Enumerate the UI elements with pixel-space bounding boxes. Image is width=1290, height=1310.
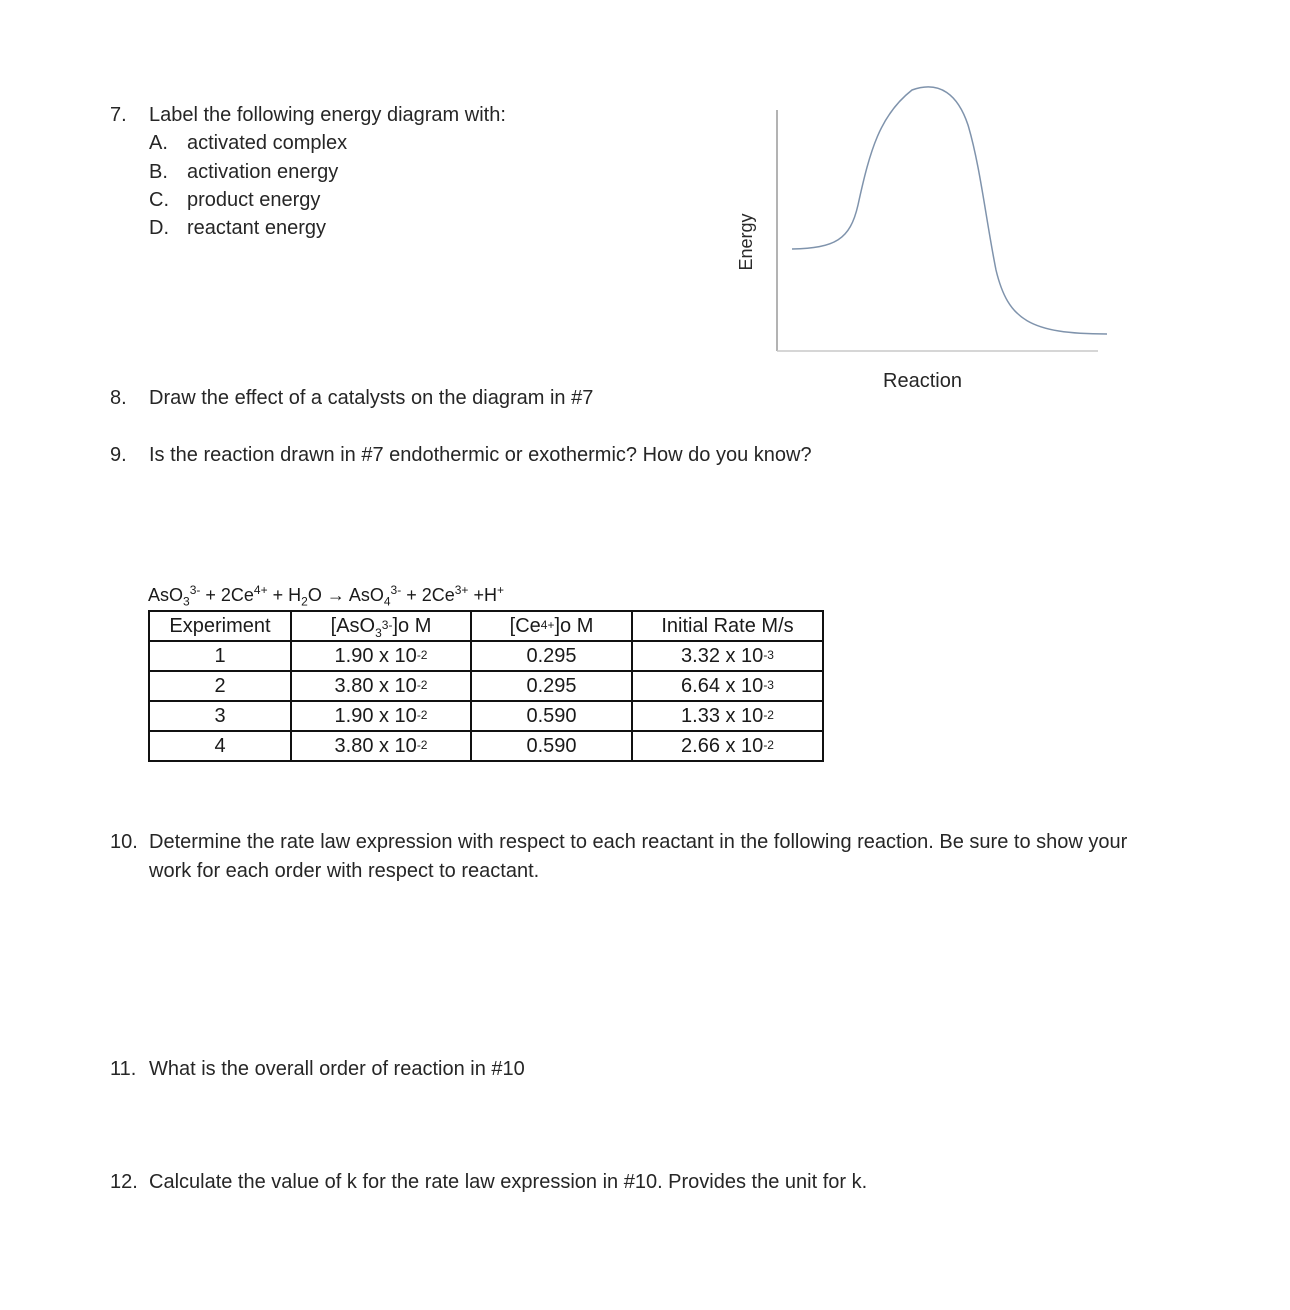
q11-text: What is the overall order of reaction in #10	[149, 1058, 525, 1080]
q10-number: 10.	[110, 831, 138, 853]
table-row	[149, 641, 823, 671]
q10-text-line2: work for each order with respect to reactant.	[149, 860, 540, 882]
x-axis-label: Reaction	[883, 370, 962, 392]
q9-text: Is the reaction drawn in #7 endothermic or exothermic? How do you know?	[149, 444, 812, 466]
q7-item-letter: B.	[149, 161, 168, 183]
cell-ce: 0.590	[471, 701, 632, 731]
q7-item-text: activation energy	[187, 161, 339, 183]
cell-rate: 2.66 x $10^{-2}$	[632, 731, 823, 761]
q7-item-letter: C.	[149, 189, 169, 211]
q7-item-text: product energy	[187, 189, 321, 211]
rate-data-table	[148, 610, 824, 762]
energy-curve	[792, 87, 1107, 334]
header-aso3: [AsO$_3^{3-}$]o M	[291, 611, 471, 641]
energy-diagram	[700, 70, 1140, 400]
cell-ce: 0.295	[471, 641, 632, 671]
cell-experiment: 3	[149, 701, 291, 731]
cell-aso3: 1.90 x $10^{-2}$	[291, 701, 471, 731]
q7-number: 7.	[110, 104, 127, 126]
cell-rate: 6.64 x $10^{-3}$	[632, 671, 823, 701]
q7-item-text: reactant energy	[187, 217, 326, 239]
cell-rate: 3.32 x $10^{-3}$	[632, 641, 823, 671]
q7-text: Label the following energy diagram with:	[149, 104, 506, 126]
q7-item-letter: A.	[149, 132, 168, 154]
cell-aso3: 1.90 x $10^{-2}$	[291, 641, 471, 671]
cell-aso3: 3.80 x $10^{-2}$	[291, 731, 471, 761]
q8-text: Draw the effect of a catalysts on the diagram in #7	[149, 387, 594, 409]
q12-text: Calculate the value of k for the rate law expression in #10. Provides the unit for k.	[149, 1171, 868, 1193]
header-ce: $[Ce^{4+}]o$ M	[471, 611, 632, 641]
cell-experiment: 1	[149, 641, 291, 671]
q11-number: 11.	[110, 1058, 137, 1080]
q8-number: 8.	[110, 387, 127, 409]
header-rate: Initial Rate M/s	[632, 611, 823, 641]
header-experiment: Experiment	[149, 611, 291, 641]
reaction-equation: $AsO_3^{3-} + 2Ce^{4+} + H_2O \to AsO_4^{3-} + 2Ce^{3+} +H^+$	[148, 583, 504, 609]
cell-ce: 0.295	[471, 671, 632, 701]
q7-item-letter: D.	[149, 217, 169, 239]
table-row	[149, 701, 823, 731]
cell-aso3: 3.80 x $10^{-2}$	[291, 671, 471, 701]
y-axis-label: Energy	[736, 213, 756, 271]
cell-experiment: 4	[149, 731, 291, 761]
q10-text-line1: Determine the rate law expression with respect to each reactant in the following reaction. Be sure to show your	[149, 831, 1128, 853]
cell-ce: 0.590	[471, 731, 632, 761]
q7-item-text: activated complex	[187, 132, 348, 154]
table-row	[149, 731, 823, 761]
table-header-row	[149, 611, 823, 641]
q12-number: 12.	[110, 1171, 138, 1193]
table-row	[149, 671, 823, 701]
cell-rate: 1.33 x $10^{-2}$	[632, 701, 823, 731]
q9-number: 9.	[110, 444, 127, 466]
cell-experiment: 2	[149, 671, 291, 701]
